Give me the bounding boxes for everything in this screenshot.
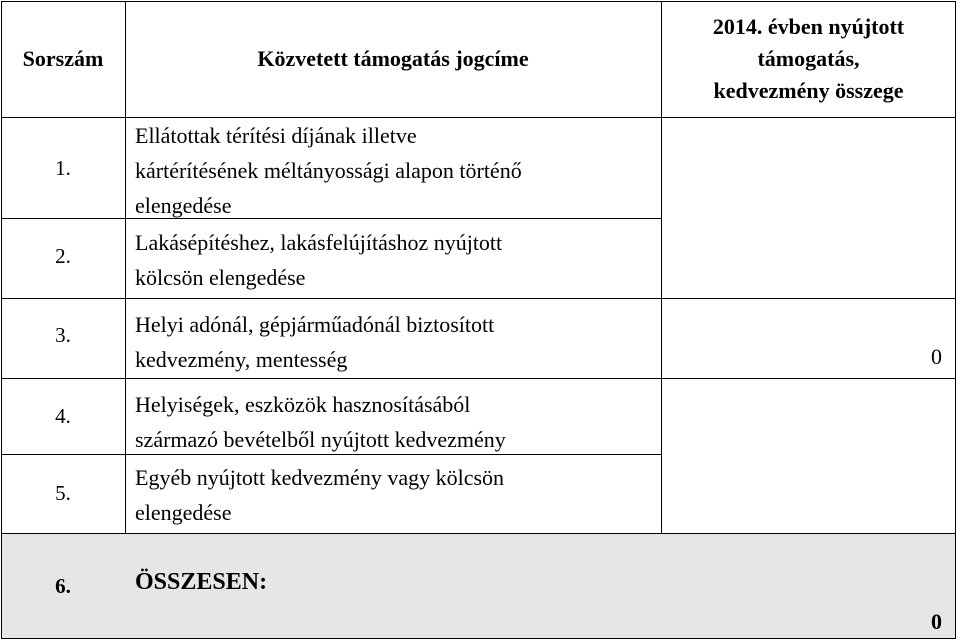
table-border-bottom [1, 638, 956, 639]
row-title-line: Egyéb nyújtott kedvezmény vagy kölcsön [135, 465, 505, 490]
row-title-line: Helyiségek, eszközök hasznosításából [135, 392, 471, 417]
row-title-line: Lakásépítéshez, lakásfelújításhoz nyújtott [135, 230, 503, 255]
row-title-line: Ellátottak térítési díjának illetve [135, 123, 417, 148]
row-number: 3. [55, 323, 71, 347]
total-number: 6. [55, 574, 71, 598]
header-osszeg-line2: támogatás, [757, 46, 860, 71]
header-sorszam: Sorszám [22, 46, 104, 71]
row-divider [1, 378, 956, 379]
row-title [125, 118, 661, 223]
row-divider [1, 298, 956, 299]
header-osszeg-line1: 2014. évben nyújtott [712, 14, 905, 39]
support-table [1, 1, 956, 639]
row-number: 5. [55, 481, 71, 505]
header-jogcim: Közvetett támogatás jogcíme [257, 46, 529, 71]
row-title-line: Helyi adónál, gépjárműadónál biztosított [135, 312, 495, 337]
header-osszeg-line3: kedvezmény összege [713, 78, 904, 103]
row-title-line: kölcsön elengedése [135, 265, 306, 290]
header-osszeg [661, 1, 956, 117]
row-number: 1. [55, 156, 71, 180]
row-title [125, 460, 661, 530]
row-title-line: kártérítésének méltányossági alapon történő [135, 158, 522, 183]
row-divider [1, 533, 956, 534]
row-title [125, 225, 661, 295]
row-number: 4. [55, 404, 71, 428]
row-title-line: származó bevételből nyújtott kedvezmény [135, 427, 506, 452]
total-amount: 0 [931, 609, 942, 634]
row-number: 2. [55, 244, 71, 268]
total-label: ÖSSZESEN: [135, 569, 268, 595]
row-title-line: kedvezmény, mentesség [135, 347, 348, 372]
row-amount: 0 [931, 344, 942, 369]
row-title [125, 307, 661, 377]
row-title-line: elengedése [135, 193, 232, 218]
row-title [125, 387, 661, 457]
row-title-line: elengedése [135, 500, 232, 525]
